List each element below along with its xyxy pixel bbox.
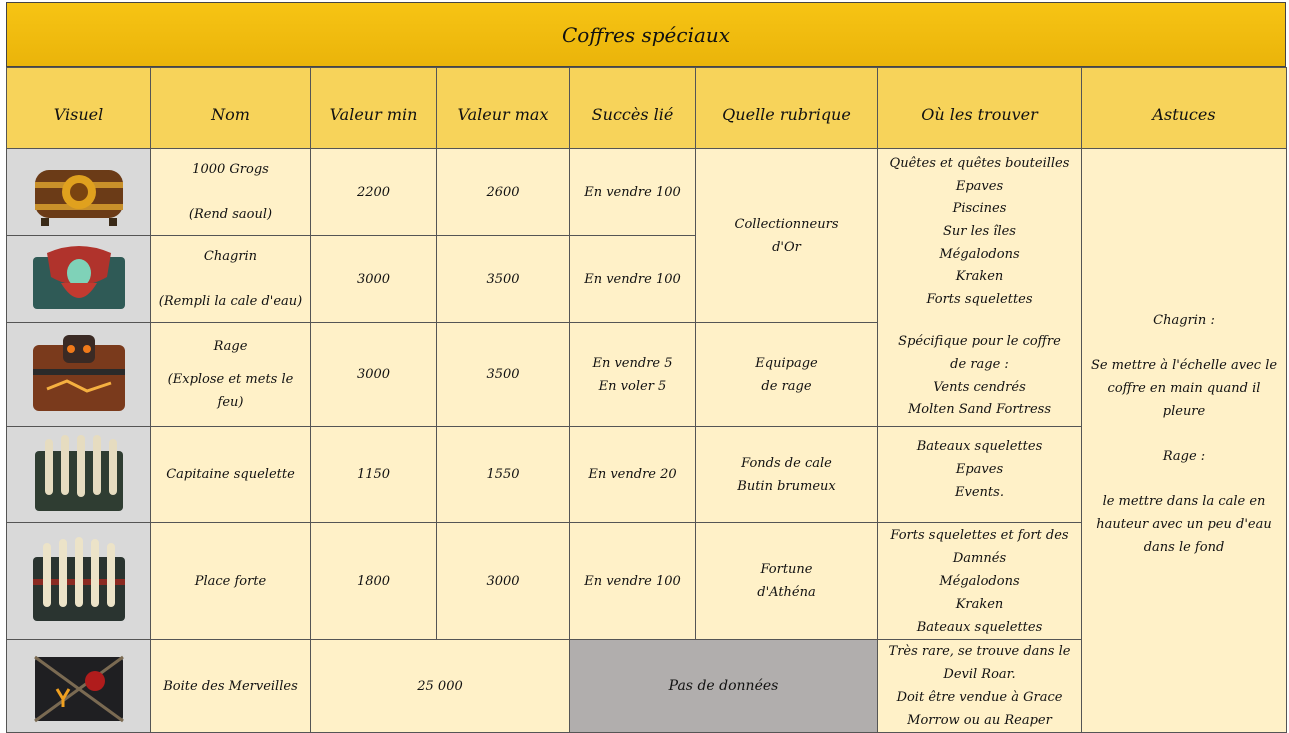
location-line: de rage : <box>950 356 1009 372</box>
rubrique-line: Fonds de cale <box>741 455 832 471</box>
valeur-min: 3000 <box>311 323 437 427</box>
location-line: Très rare, se trouve dans le <box>888 644 1071 659</box>
tip-line: le mettre dans la cale en <box>1102 494 1266 509</box>
visual-cell <box>7 236 151 323</box>
chest-sheet <box>6 2 1286 728</box>
rubrique-cell <box>696 149 878 323</box>
header-rubrique: Quelle rubrique <box>696 68 878 149</box>
visual-cell <box>7 149 151 236</box>
sorrow-chest-icon <box>27 243 131 315</box>
chest-name-cell <box>151 236 311 323</box>
location-line: Doit être vendue à Grace <box>896 690 1063 705</box>
header-nom: Nom <box>151 68 311 149</box>
table-row <box>7 149 1287 236</box>
chest-effect: (Rend saoul) <box>188 207 273 222</box>
header-valeur-max: Valeur max <box>437 68 570 149</box>
visual-cell <box>7 640 151 733</box>
astuces-cell <box>1082 149 1287 733</box>
tip-label-chagrin: Chagrin : <box>1153 313 1215 328</box>
valeur-max: 3500 <box>437 323 570 427</box>
location-line: Damnés <box>952 550 1007 566</box>
valeur-min: 1150 <box>311 427 437 523</box>
rubrique-line: Equipage <box>755 355 818 371</box>
location-line: Vents cendrés <box>933 379 1026 395</box>
tip-line: coffre en main quand il <box>1107 381 1261 396</box>
rubrique-cell <box>696 427 878 523</box>
stronghold-chest-icon <box>27 533 131 629</box>
header-valeur-min: Valeur min <box>311 68 437 149</box>
valeur-min: 1800 <box>311 523 437 640</box>
grog-chest-icon <box>27 156 131 228</box>
location-line: Epaves <box>955 462 1004 477</box>
succes-lie: En vendre 100 <box>570 523 696 640</box>
succes-lie: En vendre 100 <box>570 149 696 236</box>
valeur-max: 2600 <box>437 149 570 236</box>
succes-line: En vendre 5 <box>592 355 673 371</box>
location-cell <box>878 523 1082 640</box>
valeur-min: 2200 <box>311 149 437 236</box>
location-line: Mégalodons <box>939 246 1020 262</box>
tip-line: pleure <box>1162 404 1206 419</box>
chest-name: Chagrin <box>203 249 258 264</box>
header-ou-trouver: Où les trouver <box>878 68 1082 149</box>
tip-line: Se mettre à l'échelle avec le <box>1090 358 1278 373</box>
location-cell <box>878 427 1082 523</box>
rubrique-line: de rage <box>761 378 812 394</box>
chest-name: Place forte <box>151 523 311 640</box>
location-line: Epaves <box>955 178 1004 194</box>
location-line: Molten Sand Fortress <box>907 402 1052 418</box>
header-row <box>7 68 1287 149</box>
sheet-title: Coffres spéciaux <box>6 2 1286 67</box>
chest-name-cell <box>151 323 311 427</box>
rubrique-line: Butin brumeux <box>737 478 836 494</box>
valeur-min: 3000 <box>311 236 437 323</box>
rage-chest-icon <box>27 329 131 421</box>
succes-lie <box>570 323 696 427</box>
header-succes: Succès lié <box>570 68 696 149</box>
chest-value: 25 000 <box>311 640 570 733</box>
rubrique-line: Fortune <box>760 562 813 577</box>
location-line: Devil Roar. <box>943 667 1016 682</box>
chest-effect: (Explose et mets le feu) <box>167 372 294 410</box>
location-line: Bateaux squelettes <box>916 619 1043 635</box>
valeur-max: 3000 <box>437 523 570 640</box>
succes-lie: En vendre 100 <box>570 236 696 323</box>
location-line: Bateaux squelettes <box>916 439 1043 454</box>
succes-line: En voler 5 <box>598 378 667 394</box>
chest-name: 1000 Grogs <box>192 162 269 177</box>
visual-cell <box>7 427 151 523</box>
visual-cell <box>7 323 151 427</box>
valeur-max: 1550 <box>437 427 570 523</box>
tip-line: hauteur avec un peu d'eau <box>1096 517 1272 532</box>
location-line: Kraken <box>955 596 1004 612</box>
location-line: Sur les îles <box>943 224 1016 240</box>
rubrique-line: d'Athéna <box>757 585 816 600</box>
tip-label-rage: Rage : <box>1162 449 1206 464</box>
header-astuces: Astuces <box>1082 68 1287 149</box>
location-cell <box>878 149 1082 427</box>
chest-name: Capitaine squelette <box>151 427 311 523</box>
location-line: Forts squelettes <box>926 291 1033 307</box>
rubrique-line: Collectionneurs <box>734 216 839 232</box>
no-data-cell: Pas de données <box>570 640 878 733</box>
location-line: Spécifique pour le coffre <box>898 334 1061 350</box>
chest-name: Rage <box>213 339 248 354</box>
location-line: Mégalodons <box>939 573 1020 589</box>
rubrique-cell <box>696 323 878 427</box>
valeur-max: 3500 <box>437 236 570 323</box>
location-line: Forts squelettes et fort des <box>890 527 1069 543</box>
location-line: Kraken <box>955 269 1004 285</box>
location-cell <box>878 640 1082 733</box>
location-line: Events. <box>955 485 1004 500</box>
chest-effect: (Rempli la cale d'eau) <box>158 294 303 309</box>
tip-line: dans le fond <box>1143 540 1225 555</box>
location-line: Piscines <box>952 201 1007 217</box>
chest-name-cell <box>151 149 311 236</box>
header-visuel: Visuel <box>7 68 151 149</box>
location-line: Morrow ou au Reaper <box>907 713 1052 728</box>
wonder-box-icon <box>27 643 131 729</box>
succes-lie: En vendre 20 <box>570 427 696 523</box>
location-line: Quêtes et quêtes bouteilles <box>889 156 1070 172</box>
chest-name: Boite des Merveilles <box>151 640 311 733</box>
rubrique-cell <box>696 523 878 640</box>
chest-table <box>6 67 1287 733</box>
rubrique-line: d'Or <box>772 239 801 255</box>
skeleton-captain-chest-icon <box>27 431 131 519</box>
visual-cell <box>7 523 151 640</box>
